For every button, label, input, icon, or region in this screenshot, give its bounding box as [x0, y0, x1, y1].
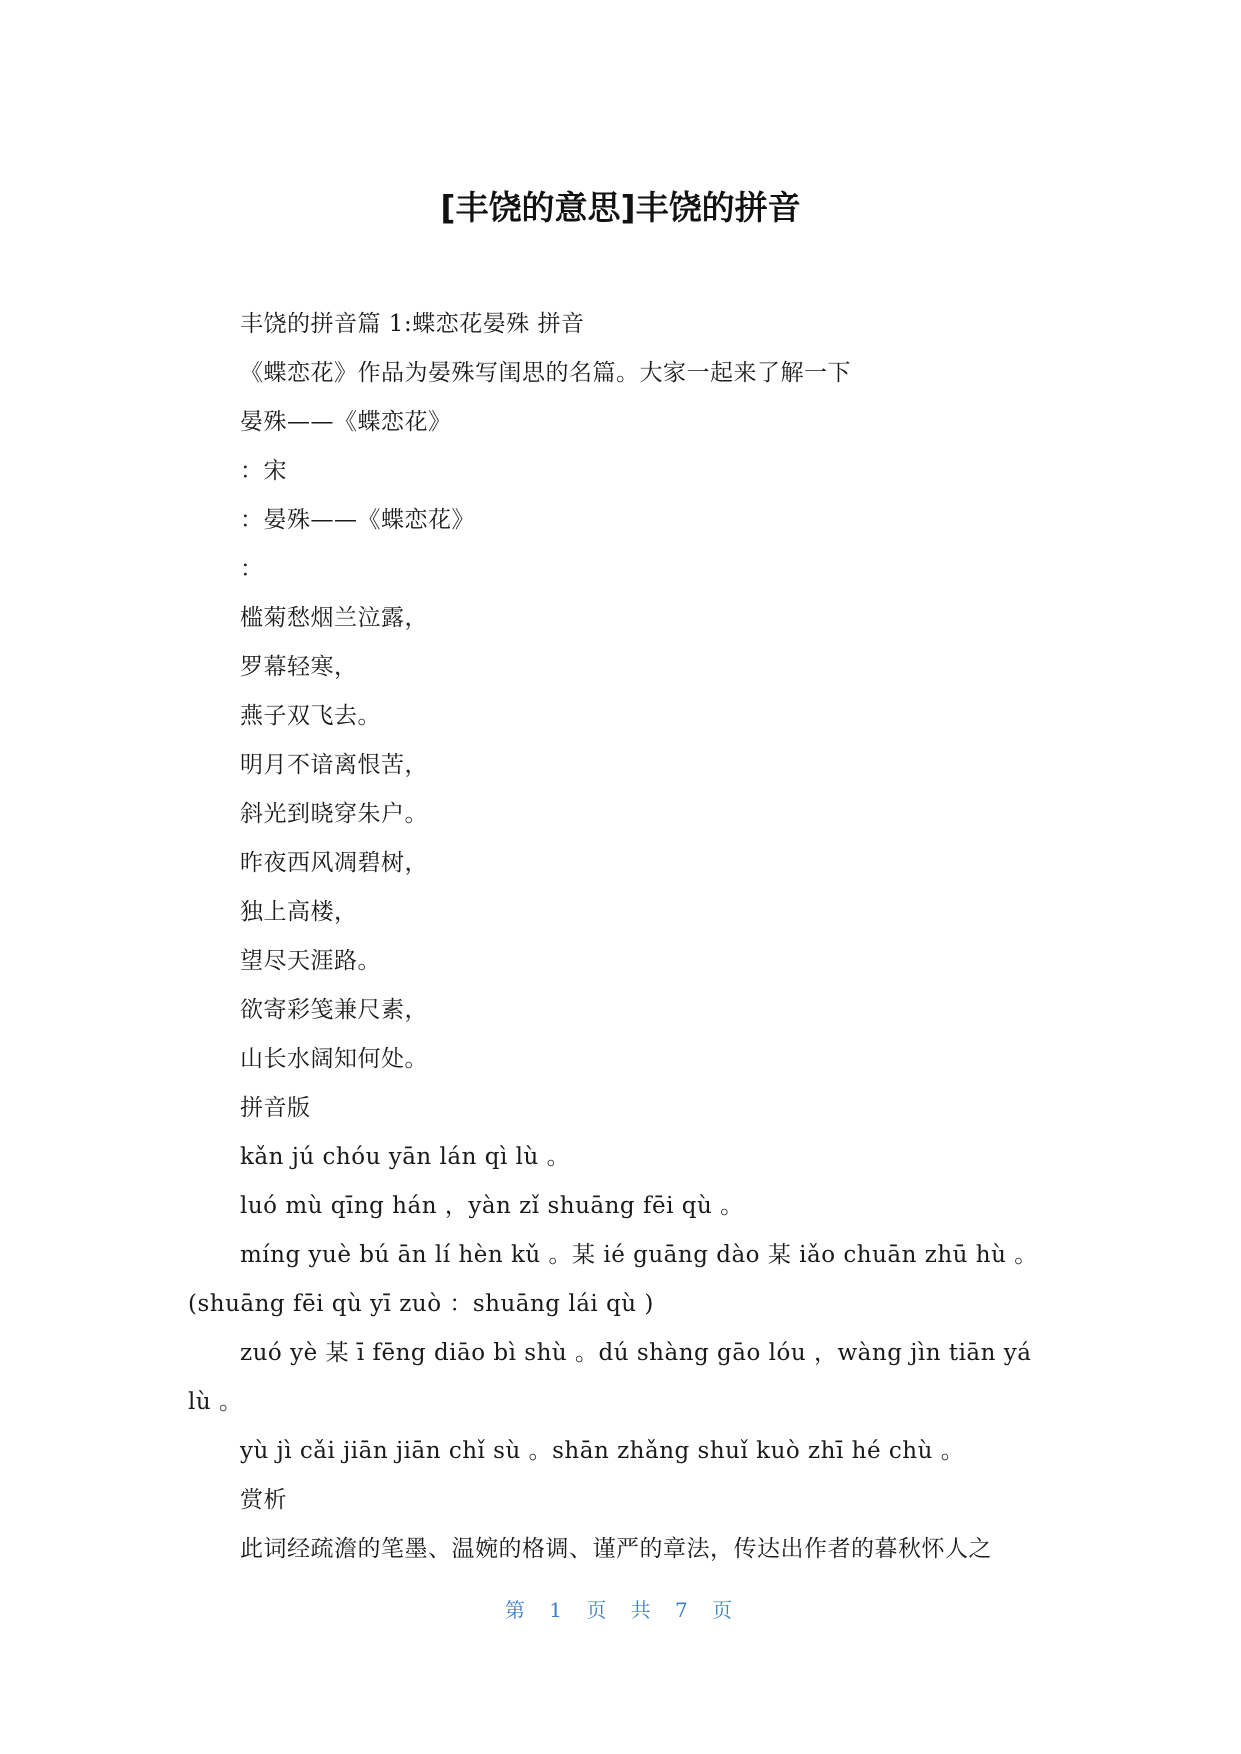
poem-line: 燕子双飞去。 — [240, 703, 381, 729]
paragraph: ：晏殊——《蝶恋花》 — [240, 507, 475, 533]
paragraph: ： — [240, 556, 264, 582]
poem-line: 槛菊愁烟兰泣露， — [240, 605, 428, 631]
poem-line: 斜光到晓穿朱户。 — [240, 801, 428, 827]
paragraph: 此词经疏澹的笔墨、温婉的格调、谨严的章法，传达出作者的暮秋怀人之 — [240, 1536, 992, 1562]
paragraph: 《蝶恋花》作品为晏殊写闺思的名篇。大家一起来了解一下 — [240, 360, 851, 386]
poem-line: 明月不谙离恨苦， — [240, 752, 428, 778]
poem-line: 昨夜西风凋碧树， — [240, 850, 428, 876]
document-body — [188, 300, 1050, 1574]
poem-line: 独上高楼， — [240, 899, 358, 925]
pinyin-line: luó mù qīng hán ，yàn zǐ shuāng fēi qù 。 — [240, 1193, 744, 1219]
pinyin-line: míng yuè bú ān lí hèn kǔ 。某 ié guāng dào 某 iǎo chuān zhū hù 。(shuāng fēi qù yī zuò ：shuāng lái qù ) — [188, 1242, 1038, 1317]
paragraph: 丰饶的拼音篇 1:蝶恋花晏殊 拼音 — [240, 311, 585, 337]
pinyin-line: yù jì cǎi jiān jiān chǐ sù 。shān zhǎng shuǐ kuò zhī hé chù 。 — [240, 1438, 965, 1464]
section-heading: 拼音版 — [240, 1095, 311, 1121]
section-heading: 赏析 — [240, 1487, 287, 1513]
pinyin-line: zuó yè 某 ī fēng diāo bì shù 。dú shàng gāo lóu ，wàng jìn tiān yá lù 。 — [188, 1340, 1032, 1415]
document-title: [丰饶的意思]丰饶的拼音 — [440, 188, 801, 227]
page-number-footer: 第 1 页 共 7 页 — [504, 1598, 737, 1622]
pinyin-line: kǎn jú chóu yān lán qì lù 。 — [240, 1144, 571, 1170]
poem-line: 望尽天涯路。 — [240, 948, 381, 974]
paragraph: ：宋 — [240, 458, 287, 484]
poem-line: 山长水阔知何处。 — [240, 1046, 428, 1072]
poem-line: 欲寄彩笺兼尺素， — [240, 997, 428, 1023]
poem-line: 罗幕轻寒， — [240, 654, 358, 680]
paragraph: 晏殊——《蝶恋花》 — [240, 409, 452, 435]
